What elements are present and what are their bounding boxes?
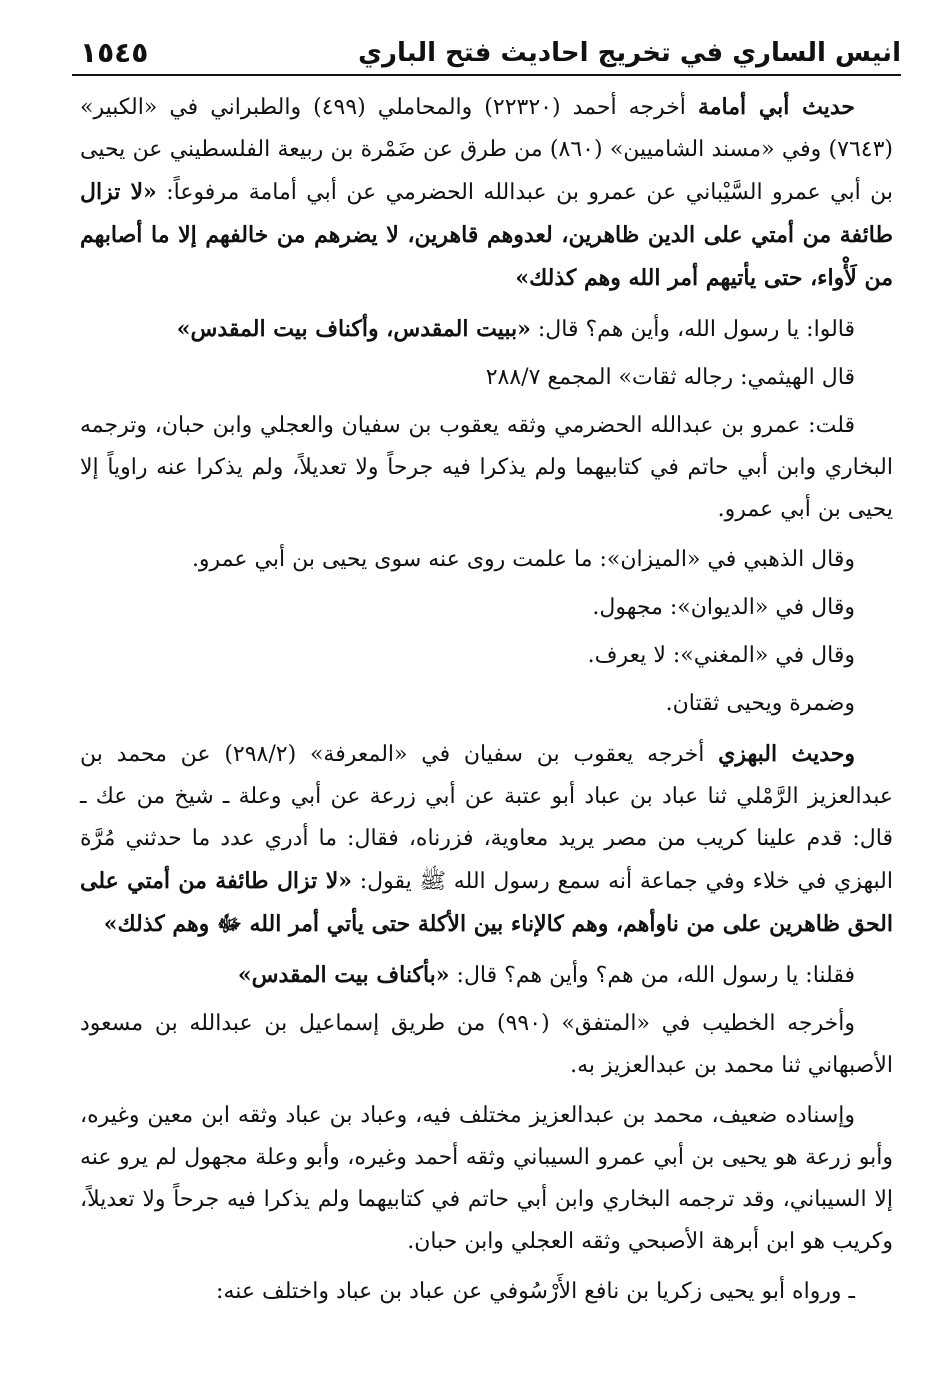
text-segment: وضمرة ويحيى ثقتان. [665,691,855,716]
running-title: انيس الساري في تخريج احاديث فتح الباري [358,38,901,68]
text-segment: قلت: عمرو بن عبدالله الحضرمي وثقه يعقوب بن سفيان والعجلي وابن حبان، وترجمه البخاري وابن أبي حاتم في كتابيهما ولم يذكرا فيه جرحاً ولا تعديلاً، ولم يذكرا عنه راوياً إلا يحيى بن أبي عمرو. [80,413,893,522]
page-number: ١٥٤٥ [80,36,149,69]
paragraph-qalu [80,308,893,351]
paragraph-qultu [80,405,893,531]
text-segment: وإسناده ضعيف، محمد بن عبدالعزيز مختلف فيه، وعباد بن عباد وثقه ابن معين وغيره، وأبو زرعة هو يحيى بن أبي عمرو السيباني وثقه أحمد وغيره، وأبو وعلة مجهول لم يرو عنه إلا السيباني، وقد ترجمه البخاري وابن أبي حاتم في كتابيهما ولم يذكرا فيه جرحاً ولا تعديلاً، وكريب هو ابن أبرهة الأصبحي وثقه العجلي وابن حبان. [80,1103,893,1254]
text-segment: وقال الذهبي في «الميزان»: ما علمت روى عنه سوى يحيى بن أبي عمرو. [191,547,855,572]
paragraph-faqulna [80,954,893,997]
text-segment: وأخرجه الخطيب في «المتفق» (٩٩٠) من طريق إسماعيل بن عبدالله بن مسعود الأصبهاني ثنا محمد بن عبدالعزيز به. [80,1011,893,1078]
page-header [72,34,901,76]
text-segment: أخرجه أحمد (٢٢٣٢٠) والمحاملي (٤٩٩) والطبراني في «الكبير» (٧٦٤٣) وفي «مسند الشاميين» (٨٦٠) من طرق عن ضَمْرة بن ربيعة الفلسطيني عن يحيى بن أبي عمرو السَّيْباني عن عمرو بن عبدالله الحضرمي عن أبي أمامة مرفوعاً: [80,95,894,205]
paragraph-khatib [80,1003,893,1087]
text-segment: وقال في «الديوان»: مجهول. [592,595,855,620]
body-text [80,86,893,1321]
paragraph-isnad [80,1095,893,1263]
text-segment: أخرجه يعقوب بن سفيان في «المعرفة» (٢٩٨/٢) عن محمد بن عبدالعزيز الرَّمْلي ثنا عباد بن عباد أبو عتبة عن أبي زرعة عن أبي وعلة ـ شيخ من عك ـ قال: قدم علينا كريب من مصر يريد معاوية، فزرناه، فقال: ما أدري عدد ما حدثني مُرَّة البهزي في خلاء وفي جماعة أنه سمع رسول الله ﷺ يقول: [80,742,893,894]
paragraph-hadith-abi-umama [80,86,893,300]
paragraph-hadith-bahzi [80,733,893,946]
text-segment: «بأكناف بيت المقدس» [237,962,450,988]
paragraph-diwan [80,587,893,629]
paragraph-haythami [80,357,893,399]
text-segment: وقال في «المغني»: لا يعرف. [587,643,855,668]
text-segment: «لا تزال طائفة من أمتي على الحق ظاهرين على من ناوأهم، وهم كالإناء بين الأكلة حتى يأتي أمر الله ﷻ وهم كذلك» [80,868,893,937]
text-segment: قالوا: يا رسول الله، وأين هم؟ قال: [530,317,855,342]
text-segment: «لا تزال طائفة من أمتي على الدين ظاهرين، لعدوهم قاهرين، لا يضرهم من خالفهم إلا ما أصابهم من لَأْواء، حتى يأتيهم أمر الله وهم كذلك» [80,179,893,291]
text-segment: حديث أبي أمامة [697,94,855,120]
text-segment: فقلنا: يا رسول الله، من هم؟ وأين هم؟ قال: [449,963,855,988]
text-segment: وحديث البهزي [718,741,856,767]
paragraph-damra [80,683,893,725]
paragraph-zakariya [80,1271,893,1313]
text-segment: ـ ورواه أبو يحيى زكريا بن نافع الأَرْسُوفي عن عباد بن عباد واختلف عنه: [216,1279,855,1304]
paragraph-mughni [80,635,893,677]
text-segment: قال الهيثمي: رجاله ثقات» المجمع ٢٨٨/٧ [485,365,855,390]
text-segment: «ببيت المقدس، وأكناف بيت المقدس» [176,316,531,342]
paragraph-dhahabi-mizan [80,539,893,581]
